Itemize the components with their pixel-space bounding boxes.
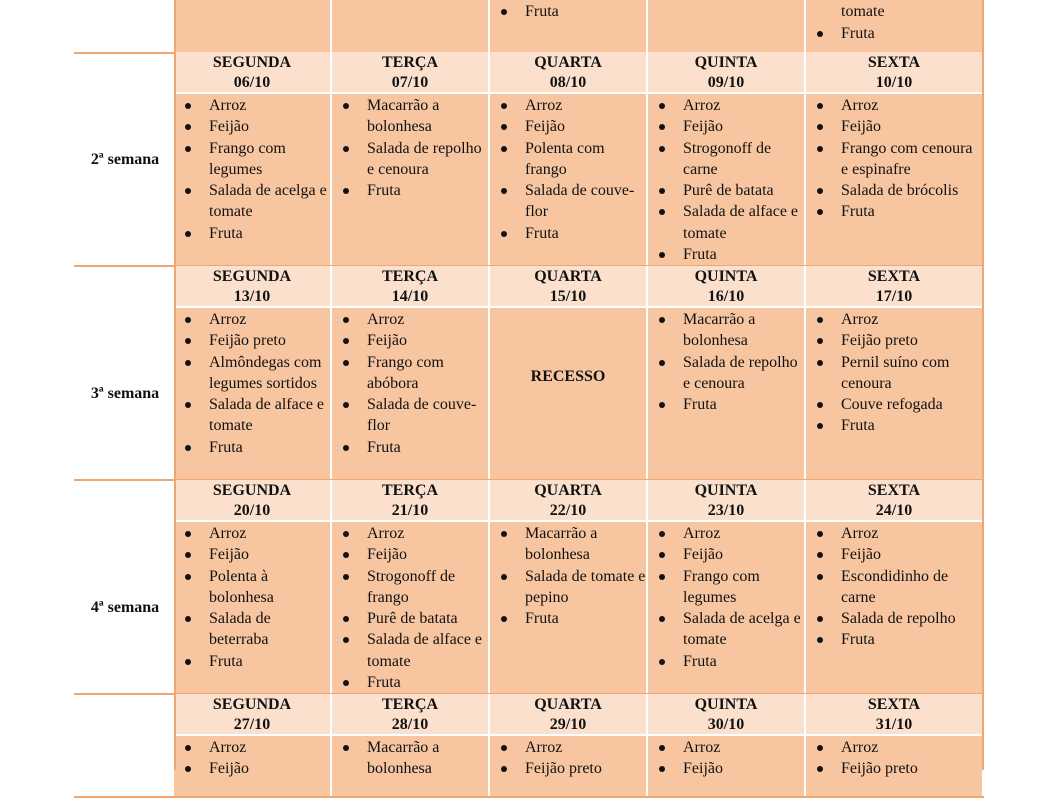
day-header: [648, 266, 806, 308]
meal-list: [490, 523, 646, 629]
meal-item: Purê de batata: [340, 608, 488, 629]
day-header: [648, 480, 806, 522]
meal-item: Feijão: [656, 116, 804, 137]
meal-list: [806, 523, 982, 651]
meal-item: Fruta: [182, 651, 330, 672]
day-date: 29/10: [549, 716, 587, 733]
day-date: 20/10: [233, 502, 271, 519]
day-name: QUARTA: [534, 54, 602, 71]
meal-item: Strogonoff de carne: [656, 138, 804, 181]
meal-item: Salada de beterraba: [182, 608, 330, 651]
meal-list: [490, 737, 646, 780]
meal-item: Salada de alface e tomate: [182, 394, 330, 437]
meal-item: [656, 0, 804, 1]
day-header: [806, 480, 984, 522]
right-border: [982, 0, 984, 770]
meal-list: [174, 309, 330, 458]
meal-list: [648, 737, 804, 780]
day-menu-cell: [648, 308, 806, 479]
week-label: 2ª semana: [90, 151, 160, 168]
day-header: [174, 266, 332, 308]
day-date: 06/10: [233, 74, 271, 91]
meal-item: Macarrão a bolonhesa: [656, 309, 804, 352]
day-name: SEGUNDA: [212, 482, 292, 499]
left-border: [174, 0, 176, 770]
meal-item: Pernil suíno com cenoura: [814, 352, 982, 395]
meal-item: Escondidinho de carne: [814, 566, 982, 609]
day-menu-cell: [806, 522, 984, 693]
meal-list: [174, 737, 330, 780]
day-date: 30/10: [707, 716, 745, 733]
day-date: 23/10: [707, 502, 745, 519]
day-name: QUINTA: [694, 696, 758, 713]
day-menu-cell: [648, 522, 806, 693]
day-menu-cell: [490, 736, 648, 796]
day-name: SEGUNDA: [212, 696, 292, 713]
meal-item: Salada de tomate e pepino: [498, 566, 646, 609]
meal-item: Arroz: [340, 309, 488, 330]
meal-item: Salada de acelga e tomate: [182, 180, 330, 223]
day-menu-cell: [806, 736, 984, 796]
meal-item: Fruta: [340, 437, 488, 458]
meal-item: Fruta: [182, 223, 330, 244]
meal-item: Feijão: [498, 116, 646, 137]
day-date: 10/10: [875, 74, 913, 91]
day-menu-cell: [648, 0, 806, 52]
meal-item: Fruta: [656, 244, 804, 265]
meal-item: Frango com legumes: [656, 566, 804, 609]
day-date: 28/10: [391, 716, 429, 733]
day-menu-cell: [490, 0, 648, 52]
day-date: 24/10: [875, 502, 913, 519]
week-label: 3ª semana: [90, 384, 160, 402]
week-label: [76, 736, 174, 796]
day-menu-cell: [806, 94, 984, 265]
day-name: SEXTA: [867, 482, 921, 499]
meal-item: Salada de alface e tomate: [340, 629, 488, 672]
meal-item: Feijão: [182, 544, 330, 565]
meal-item: Salada de repolho e cenoura: [656, 352, 804, 395]
meal-item: Arroz: [656, 95, 804, 116]
meal-item: Feijão: [182, 758, 330, 779]
day-menu-cell: [174, 522, 332, 693]
meal-list: [332, 309, 488, 458]
meal-item: Fruta: [340, 672, 488, 693]
day-header: [648, 694, 806, 736]
day-header: [332, 266, 490, 308]
meal-item: Fruta: [182, 437, 330, 458]
meal-list: [332, 523, 488, 693]
day-date: 13/10: [233, 288, 271, 305]
day-menu-cell: [490, 94, 648, 265]
meal-list: [648, 0, 804, 1]
meal-item: Arroz: [182, 309, 330, 330]
meal-item: Arroz: [814, 523, 982, 544]
day-header: [648, 52, 806, 94]
meal-item: Salada de couve-flor: [340, 394, 488, 437]
meal-item: Feijão preto: [182, 330, 330, 351]
meal-item: Feijão: [656, 544, 804, 565]
day-header: [174, 480, 332, 522]
day-menu-cell: [806, 0, 984, 52]
meal-item: Arroz: [182, 523, 330, 544]
meal-list: [648, 95, 804, 265]
meal-item: Arroz: [182, 95, 330, 116]
meal-item: Fruta: [656, 394, 804, 415]
meal-item: Macarrão a bolonhesa: [340, 737, 488, 780]
day-menu-cell: [332, 736, 490, 796]
meal-item: Purê de batata: [656, 180, 804, 201]
meal-item: Fruta: [340, 180, 488, 201]
day-menu-cell: [174, 308, 332, 479]
day-menu-cell: [174, 736, 332, 796]
day-date: 09/10: [707, 74, 745, 91]
meal-item: Couve refogada: [814, 394, 982, 415]
day-name: TERÇA: [381, 268, 438, 285]
meal-item: Fruta: [656, 651, 804, 672]
meal-item: Salada de brócolis: [814, 180, 982, 201]
day-menu-cell: [174, 94, 332, 265]
meal-item: Feijão: [656, 758, 804, 779]
meal-item: Fruta: [498, 608, 646, 629]
meal-list: [174, 95, 330, 244]
meal-item: Feijão: [814, 544, 982, 565]
meal-item: Fruta: [814, 201, 982, 222]
meal-item: Frango com abóbora: [340, 352, 488, 395]
day-name: QUARTA: [534, 268, 602, 285]
meal-item: Fruta: [498, 223, 646, 244]
meal-item: Arroz: [656, 523, 804, 544]
meal-item: Fruta: [498, 1, 646, 22]
meal-item: Arroz: [182, 737, 330, 758]
meal-item: Feijão: [340, 330, 488, 351]
day-menu-cell: [332, 522, 490, 693]
meal-list: [806, 737, 982, 780]
day-name: SEGUNDA: [212, 54, 292, 71]
day-name: SEXTA: [867, 696, 921, 713]
recess-label: RECESSO: [530, 368, 606, 385]
day-header: [806, 694, 984, 736]
meal-item: Arroz: [340, 523, 488, 544]
meal-item: Macarrão a bolonhesa: [340, 95, 488, 138]
day-name: QUINTA: [694, 54, 758, 71]
meal-item: Arroz: [814, 737, 982, 758]
day-header: [490, 694, 648, 736]
meal-item: Arroz: [814, 95, 982, 116]
day-name: TERÇA: [381, 696, 438, 713]
day-menu-cell: [174, 0, 332, 52]
meal-item: Feijão: [182, 116, 330, 137]
day-menu-cell: [490, 522, 648, 693]
day-menu-cell: [332, 308, 490, 479]
day-name: TERÇA: [381, 482, 438, 499]
meal-list: [490, 95, 646, 244]
day-date: 27/10: [233, 716, 271, 733]
day-menu-cell: [648, 94, 806, 265]
day-menu-cell: [332, 94, 490, 265]
meal-item: Arroz: [814, 309, 982, 330]
meal-item: Polenta com frango: [498, 138, 646, 181]
week-row: [76, 266, 984, 479]
day-menu-cell: [332, 0, 490, 52]
meal-item: Polenta à bolonhesa: [182, 566, 330, 609]
meal-item: Macarrão a bolonhesa: [498, 523, 646, 566]
day-name: SEXTA: [867, 54, 921, 71]
day-date: 31/10: [875, 716, 913, 733]
week-label: 4ª semana: [90, 598, 160, 616]
week-row: [76, 694, 984, 796]
day-name: TERÇA: [381, 54, 438, 71]
day-menu-cell: [806, 308, 984, 479]
meal-item: Feijão preto: [498, 758, 646, 779]
day-name: QUARTA: [534, 482, 602, 499]
week-label: [76, 0, 174, 52]
week-row: [76, 0, 984, 52]
meal-item: Feijão preto: [814, 330, 982, 351]
meal-item: Salada de acelga e tomate: [656, 608, 804, 651]
day-name: QUINTA: [694, 268, 758, 285]
day-header: [332, 52, 490, 94]
day-header: [332, 694, 490, 736]
meal-item: Salada de repolho: [814, 608, 982, 629]
meal-list: [490, 0, 646, 23]
day-date: 17/10: [875, 288, 913, 305]
meal-item: tomate: [814, 0, 982, 23]
meal-list: [806, 95, 982, 223]
day-name: SEXTA: [867, 268, 921, 285]
meal-item: Arroz: [498, 737, 646, 758]
day-menu-cell: [648, 736, 806, 796]
day-header: [174, 52, 332, 94]
day-name: QUINTA: [694, 482, 758, 499]
meal-item: Strogonoff de frango: [340, 566, 488, 609]
week-row: [76, 52, 984, 265]
day-date: 14/10: [391, 288, 429, 305]
week-row: [76, 480, 984, 693]
meal-item: Arroz: [656, 737, 804, 758]
day-header: [806, 52, 984, 94]
meal-item: Fruta: [814, 23, 982, 44]
meal-item: Feijão preto: [814, 758, 982, 779]
day-header: [332, 480, 490, 522]
meal-list: [174, 523, 330, 672]
meal-item: Feijão: [814, 116, 982, 137]
day-date: 21/10: [391, 502, 429, 519]
day-header: [490, 266, 648, 308]
meal-list: [332, 737, 488, 780]
day-header: [806, 266, 984, 308]
meal-item: Arroz: [498, 95, 646, 116]
meal-item: Frango com cenoura e espinafre: [814, 138, 982, 181]
meal-item: Salada de alface e tomate: [656, 201, 804, 244]
day-date: 22/10: [549, 502, 587, 519]
day-date: 08/10: [549, 74, 587, 91]
meal-list: [648, 309, 804, 415]
day-name: QUARTA: [534, 696, 602, 713]
day-header: [490, 52, 648, 94]
meal-item: Salada de repolho e cenoura: [340, 138, 488, 181]
meal-list: [806, 0, 982, 44]
meal-item: Almôndegas com legumes sortidos: [182, 352, 330, 395]
meal-list: [806, 309, 982, 437]
meal-item: Fruta: [814, 415, 982, 436]
meal-list: [332, 95, 488, 201]
day-date: 07/10: [391, 74, 429, 91]
day-menu-cell: [490, 308, 648, 479]
meal-item: Salada de couve-flor: [498, 180, 646, 223]
day-date: 15/10: [549, 288, 587, 305]
day-date: 16/10: [707, 288, 745, 305]
day-header: [174, 694, 332, 736]
meal-item: Frango com legumes: [182, 138, 330, 181]
meal-list: [648, 523, 804, 672]
meal-item: Fruta: [814, 629, 982, 650]
meal-item: Feijão: [340, 544, 488, 565]
day-header: [490, 480, 648, 522]
day-name: SEGUNDA: [212, 268, 292, 285]
